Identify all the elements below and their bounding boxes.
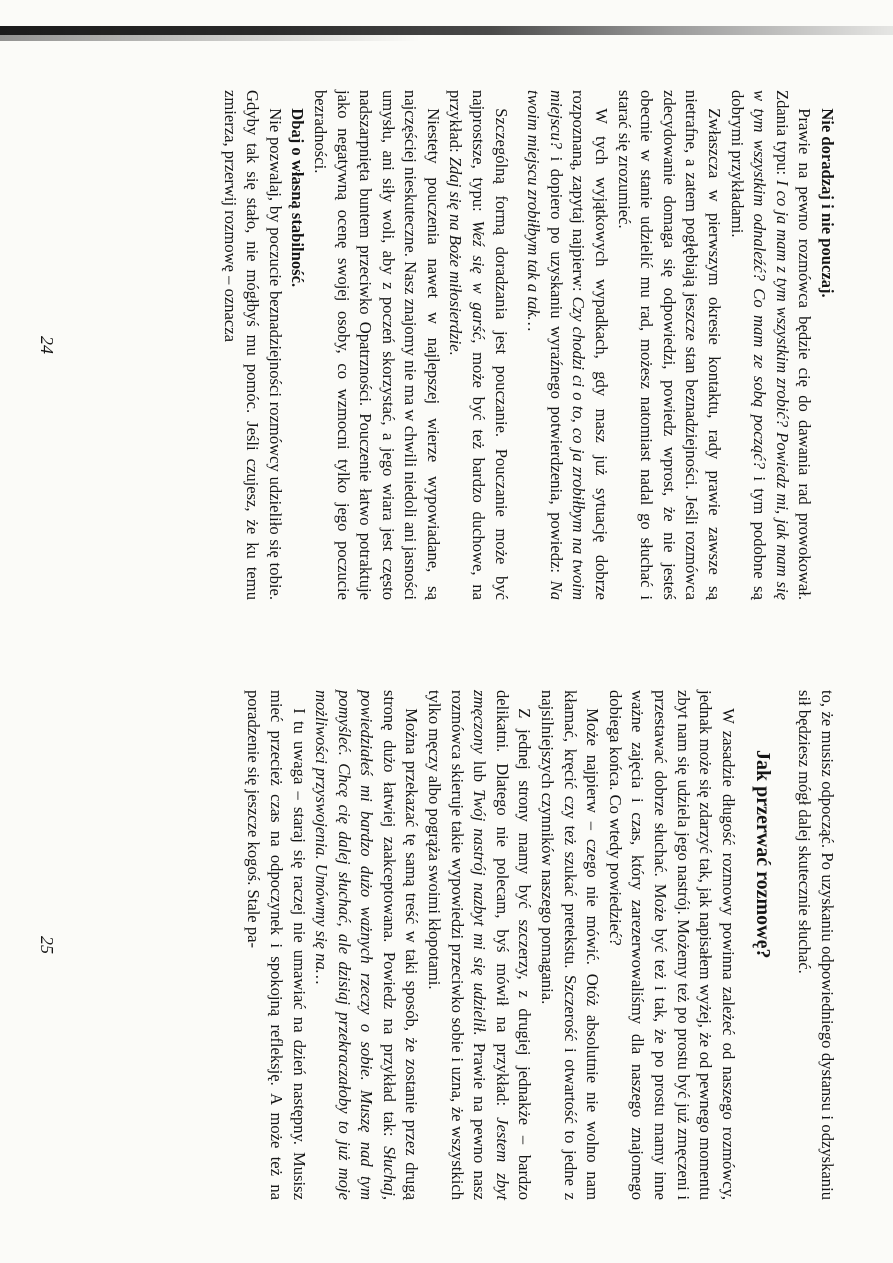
page-number-right: 25 [37,936,57,954]
page-number-left: 24 [37,336,57,354]
paragraph: Niestety pouczenia nawet w najlepszej wierze wypowiadane, są najczęściej nieskuteczne. Nasz znajomy nie ma w chwili niedoli ani jasności umysłu, ani siły woli, aby z poczeń skorzystać, a jego wiara jest często nadszarpnięta buntem przeciwko Opatrzności. Pouczenie łatwo potraktuje jako negatywną ocenę swojej osoby, co wzmocni tylko jego poczucie bezradności. [310,90,443,600]
heading-own-stability: Dbaj o własną stabilność. [288,108,308,288]
paragraph: Prawie na pewno rozmówca będzie cię do dawania rad prowokował. Zdania typu: I co ja mam z tym wszystkim zrobić? Powiedz mi, jak mam się w tym wszystkim odnaleźć? Co mam ze sobą począć? i tym podobne są dobrymi przykładami. [727,90,815,600]
left-page [218,90,838,600]
right-page [242,690,838,1200]
paragraph: W tych wyjątkowych wypadkach, gdy masz już sytuację dobrze rozpoznaną, zapytaj najpierw: Czy chodzi ci o to, co ja zrobiłbym na twoim miejscu? i dopiero po uzyskaniu wyraźnego potwierdzenia, powiedz: Na twoim miejscu zrobiłbym tak a tak… [524,90,612,600]
paragraph: to, że musisz odpocząć. Po uzyskaniu odpowiedniego dystansu i odzyskaniu sił będziesz mógł dalej skutecznie słuchać. [795,690,837,1200]
paragraph: Nie pozwalaj, by poczucie beznadziejności rozmówcy udzieliło się tobie. Gdyby tak się stało, nie mógłbyś mu pomóc. Jeśli czujesz, że ku temu zmierza, przerwij rozmowę – oznacza [220,90,285,600]
paragraph: I tu uwaga – staraj się raczej nie umawiać na dzień następny. Musisz mieć przecież czas na odpoczynek i spokojną refleksję. A może też na poradzenie się jeszcze kogoś. Stale pa- [244,690,309,1200]
heading-how-to-end-conversation: Jak przerwać rozmowę? [751,750,774,959]
paragraph: Z jednej strony mamy być szczerzy, z drugiej jednakże – bardzo delikatni. Dlatego nie polecam, byś mówił na przykład: Jestem zbyt zmęczony lub Twój nastrój nazbyt mi się udzielił. Prawie na pewno nasz rozmówca skieruje takie wypowiedzi przeciwko sobie i uzna, że wszystkich tylko męczy albo pogrąża swoimi kłopotami. [425,690,535,1200]
heading-no-advice: Nie doradzaj i nie pouczaj. [818,108,837,298]
paragraph: Można przekazać tę samą treść w taki sposób, że zostanie przez drugą stronę dużo łatwiej zaakceptowana. Powiedz na przykład tak: Słuchaj, powiedziałeś mi bardzo dużo ważnych rzeczy o sobie. Muszę nad tym pomyśleć. Chcę cię dalej słuchać, ale dzisiaj przekraczałoby to już moje możliwości przyswojenia. Umówmy się na… [312,690,422,1200]
paragraph: Szczególną formą doradzania jest pouczanie. Pouczanie może być najprostsze, typu: Weź się w garść, może być też bardzo duchowe, na przykład: Zdaj się na Boże miłosierdzie. [446,90,511,600]
paragraph: Zwłaszcza w pierwszym okresie kontaktu, rady prawie zawsze są nietrafne, a zatem pogłębiają jeszcze stan beznadziejności. Jeśli rozmówca zdecydowanie domaga się odpowiedzi, powiedz wprost, że nie jesteś obecnie w stanie udzielić mu rad, możesz natomiast nadal go słuchać i starać się zrozumieć. [614,90,725,600]
paragraph: Może najpierw – czego nie mówić. Otóż absolutnie nie wolno nam kłamać, kręcić czy też szukać pretekstu. Szczerość i otwartość to jedne z najsilniejszych czynników naszego pomagania. [538,690,603,1200]
paragraph: W zasadzie długość rozmowy powinna zależeć od naszego rozmówcy, jednak może się zdarzyć tak, jak napisałem wyżej, że od pewnego momentu zbyt nam się udziela jego nastrój. Możemy też po prostu być już zmęczeni i przestawać dobrze słuchać. Może być też i tak, że po prostu mamy inne ważne zajęcia i czas, który zarezerwowaliśmy dla naszego znajomego dobiega końca. Co wtedy powiedzieć? [605,690,738,1200]
